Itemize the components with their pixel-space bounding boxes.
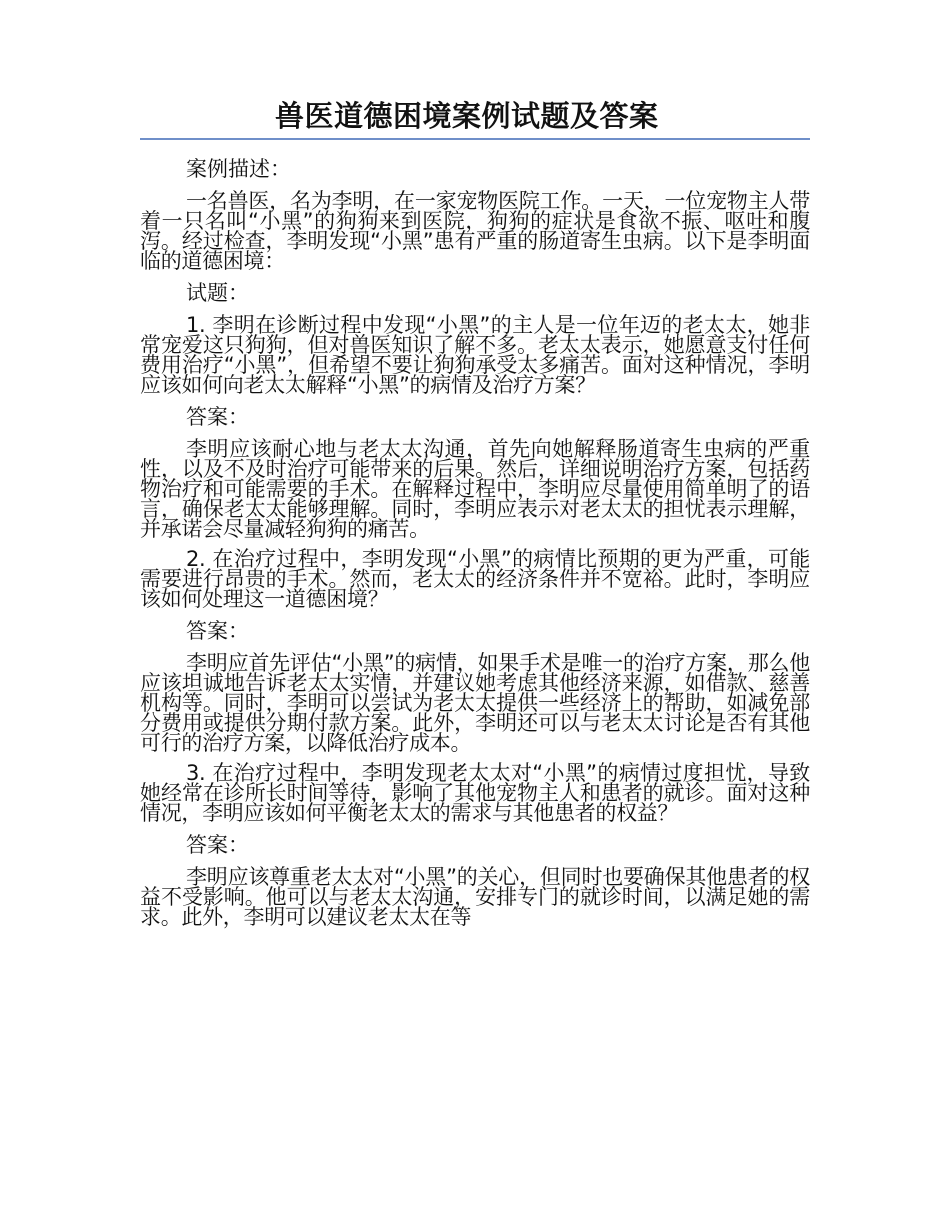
section-label-case-description: 案例描述： [186,157,291,181]
paragraph-answer-2: 李明应首先评估“小黑”的病情，如果手术是唯一的治疗方案，那么他应该坦诚地告诉老太太实情，并建议她考虑其他经济来源，如借款、慈善机构等。同时，李明可以尝试为老太太提供一些经济上的帮助，如减免部分费用或提供分期付款方案。此外，李明还可以与老太太讨论是否有其他可行的治疗方案，以降低治疗成本。 [140,651,810,755]
section-label-questions: 试题： [186,281,249,305]
paragraph-answer-3: 李明应该尊重老太太对“小黑”的关心，但同时也要确保其他患者的权益不受影响。他可以与老太太沟通，安排专门的就诊时间，以满足她的需求。此外，李明可以建议老太太在等 [140,865,810,929]
title-underline [140,138,810,140]
section-label-answer-2: 答案： [186,619,249,643]
paragraph-question-1: 1. 李明在诊断过程中发现“小黑”的主人是一位年迈的老太太，她非常宠爱这只狗狗，但对兽医知识了解不多。老太太表示，她愿意支付任何费用治疗“小黑”，但希望不要让狗狗承受太多痛苦。面对这种情况，李明应该如何向老太太解释“小黑”的病情及治疗方案？ [140,313,810,397]
paragraph-case-description: 一名兽医，名为李明，在一家宠物医院工作。一天，一位宠物主人带着一只名叫“小黑”的狗狗来到医院，狗狗的症状是食欲不振、呕吐和腹泻。经过检查，李明发现“小黑”患有严重的肠道寄生虫病。以下是李明面临的道德困境： [140,189,810,273]
document-title: 兽医道德困境案例试题及答案 [275,99,659,133]
document-page [140,96,810,937]
section-label-answer-3: 答案： [186,833,249,857]
section-label-answer-1: 答案： [186,405,249,429]
paragraph-question-3: 3. 在治疗过程中，李明发现老太太对“小黑”的病情过度担忧，导致她经常在诊所长时间等待，影响了其他宠物主人和患者的就诊。面对这种情况，李明应该如何平衡老太太的需求与其他患者的权益？ [140,761,810,825]
paragraph-question-2: 2. 在治疗过程中，李明发现“小黑”的病情比预期的更为严重，可能需要进行昂贵的手术。然而，老太太的经济条件并不宽裕。此时，李明应该如何处理这一道德困境？ [140,547,810,611]
paragraph-answer-1: 李明应该耐心地与老太太沟通，首先向她解释肠道寄生虫病的严重性，以及不及时治疗可能带来的后果。然后，详细说明治疗方案，包括药物治疗和可能需要的手术。在解释过程中，李明应尽量使用简单明了的语言，确保老太太能够理解。同时，李明应表示对老太太的担忧表示理解，并承诺会尽量减轻狗狗的痛苦。 [140,437,810,541]
